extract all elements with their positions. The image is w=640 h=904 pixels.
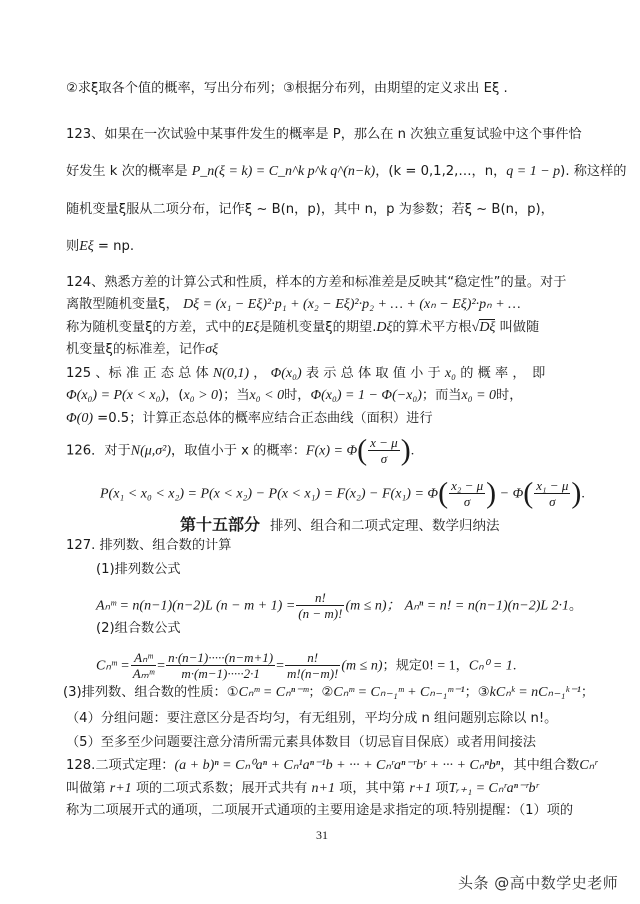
denominator: m·(m−1)·····2·1: [181, 666, 260, 681]
text: 表 示 总 体 取 值 小 于: [305, 366, 441, 381]
text-line-123a: 123、如果在一次试验中某事件发生的概率是 P，那么在 n 次独立重复试验中这个事件恰: [66, 127, 582, 142]
text: ；规定: [382, 658, 423, 674]
formula: Aₙⁿ = n! = n(n−1)(n−2)L 2·1: [404, 598, 569, 614]
numerator: x − μ: [370, 435, 398, 450]
text-line-124b: [66, 296, 521, 314]
text: 则: [66, 239, 80, 254]
formula: Cₙᵐ = Cₙⁿ⁻ᵐ: [238, 685, 309, 700]
numerator: x₁ − μ: [536, 478, 569, 493]
text: = np.: [93, 239, 135, 254]
text: =0.5；计算正态总体的概率应结合正态曲线（面积）进行: [92, 411, 433, 426]
text: 的 概 率 ， 即: [460, 366, 546, 381]
formula: Aₙᵐ = n(n−1)(n−2)L (n − m + 1) =: [96, 598, 296, 614]
paren: ): [486, 476, 497, 510]
text-line-124a: 124、熟悉方差的计算公式和性质，样本的方差和标准差是反映其“稳定性”的量。对于: [66, 275, 567, 290]
paren: ): [400, 433, 411, 467]
text-line-126a: 126．对于N(μ,σ²)，取值小于 x 的概率：F(x) = Φ( $\frac{x - \mu}{\sigma}$ ).: [66, 433, 415, 467]
denominator: Aₘᵐ: [132, 666, 155, 681]
fraction: [131, 650, 156, 681]
formula: (m ≤ n)；: [345, 598, 401, 614]
formula: Cₙ⁰ = 1: [468, 658, 513, 674]
section-heading: [180, 512, 500, 535]
text: )；当: [218, 388, 250, 403]
paren: ): [571, 476, 582, 510]
text: 126．对于: [66, 443, 131, 459]
fraction: [285, 650, 340, 681]
formula: kCₙᵏ = nCₙ₋₁ᵏ⁻¹: [489, 685, 581, 700]
denominator: σ: [380, 451, 388, 466]
formula: Φ(x₀): [270, 366, 302, 381]
text-line-126b: P(x₁ < x₀ < x₂) = P(x < x₂) − P(x < x₁) = F(x₂) − F(x₁) = Φ( $\frac{\text{x₂ − μ}}{\sigma}$ ) − Φ( $\frac{\text{x₁ − μ}}{\sigma}$ ).: [100, 476, 585, 510]
text: 125 、标 准 正 态 总 体: [66, 366, 209, 381]
text: 叫做第: [66, 781, 106, 796]
text: ；: [580, 685, 595, 700]
fraction: [449, 478, 485, 509]
text: ；而当: [421, 388, 462, 403]
text-line-127-1: (1)排列数公式: [96, 562, 181, 577]
text-line-127-2: (2)组合数公式: [96, 621, 181, 636]
text-line-127-3: [63, 684, 594, 702]
text: ；③: [464, 685, 490, 700]
formula: Cₙᵐ = Cₙ₋₁ᵐ + Cₙ₋₁ᵐ⁻¹: [333, 685, 465, 700]
text: 机变量ξ的标准差，记作: [66, 342, 206, 357]
formula: x₀ > 0: [183, 388, 219, 403]
formula: r+1: [409, 781, 432, 796]
formula: Φ(0): [66, 411, 93, 426]
formula: Dξ: [376, 320, 393, 335]
text-line-127-2-formula: Cₙᵐ = $\frac{\text{Aₙᵐ}}{\text{Aₘᵐ}}$ = $\frac{n\cdot(n-1)\cdot\cdot\cdot\cdot\cdot(n-m+1)}{m\cdot(m-1)\cdot\cdot\cdot\cdot\cdot 2\cdot 1}$ = $\frac{n!}{m!(n-m)!}$ (m ≤ n)；规定0! = 1，Cₙ⁰ = 1.: [96, 650, 517, 681]
text: 128.二项式定理：: [66, 758, 175, 773]
text-line-128c: 称为二项展开式的通项，二项展开式通项的主要用途是求指定的项.特别提醒：（1）项的: [66, 803, 574, 818]
formula: N(0,1): [212, 366, 250, 381]
section-title: 排列、组合和二项式定理、数学归纳法: [270, 518, 500, 534]
fraction: [534, 478, 570, 509]
text: ；②: [308, 685, 334, 700]
text: ，(k = 0,1,2,…，n，: [375, 164, 507, 179]
sqrt-formula: Dξ: [479, 320, 496, 335]
denominator: σ: [463, 494, 471, 509]
fraction: [166, 650, 275, 681]
text-line-124c: [66, 319, 539, 337]
denominator: (n − m)!: [298, 606, 343, 621]
text-line-127-4: （4）分组问题：要注意区分是否均匀，有无组别，平均分成 n 组问题别忘除以 n!。: [66, 711, 558, 726]
text: 项的二项式系数；展开式共有: [135, 781, 308, 796]
text-line-128a: [66, 757, 597, 775]
formula: x₀: [444, 366, 457, 381]
text-line-125c: [66, 410, 433, 428]
text: (3)排列数、组合数的性质：①: [63, 685, 239, 700]
text: 离散型随机变量ξ，: [66, 297, 179, 312]
fraction: [296, 590, 344, 621]
text: 叫做随: [499, 320, 540, 335]
formula: Cₙʳ: [579, 758, 598, 773]
formula: r+1: [109, 781, 132, 796]
text: 时，: [496, 388, 523, 403]
text-line-128b: [66, 780, 539, 798]
text-line-125b: [66, 387, 522, 405]
formula: P(x₁ < x₀ < x₂) = P(x < x₂) − P(x < x₁) = F(x₂) − F(x₁) = Φ: [100, 486, 439, 502]
text: ，其中组合数: [500, 758, 580, 773]
formula: x₀ < 0: [249, 388, 285, 403]
text-line-127-5: （5）至多至少问题要注意分清所需元素具体数目（切忌盲目保底）或者用间接法: [66, 735, 536, 750]
variance-formula: Dξ = (x₁ − Eξ)²·p₁ + (x₂ − Eξ)²·p₂ + … + (xₙ − Eξ)²·pₙ + …: [183, 297, 521, 312]
numerator: n!: [285, 650, 340, 666]
formula: (m ≤ n): [341, 658, 383, 674]
text-line-step: ②求ξ取各个值的概率，写出分布列；③根据分布列，由期望的定义求出 Eξ .: [66, 81, 508, 96]
general-term-formula: Tᵣ₊₁ = Cₙʳaⁿ⁻ʳbʳ: [448, 781, 539, 796]
formula: N(μ,σ²): [130, 443, 172, 459]
text: 好发生 k 次的概率是: [66, 164, 188, 179]
text-line-127: 127. 排列数、组合数的计算: [66, 538, 232, 553]
binomial-formula: P_n(ξ = k) = C_n^k p^k q^(n−k): [191, 164, 376, 179]
page-number: 31: [316, 828, 328, 842]
text: ，取值小于 x 的概率：: [171, 443, 306, 459]
formula: Eξ: [244, 320, 260, 335]
text: ，(: [165, 388, 184, 403]
sqrt-symbol: √: [471, 320, 480, 335]
fraction: [368, 435, 400, 466]
formula: n+1: [311, 781, 335, 796]
text: .: [512, 658, 517, 674]
denominator: m!(n−m)!: [287, 666, 339, 681]
text: 。: [568, 598, 583, 614]
binomial-theorem-formula: (a + b)ⁿ = Cₙ⁰aⁿ + Cₙ¹aⁿ⁻¹b + ··· + Cₙʳaⁿ⁻ʳbʳ + ··· + Cₙⁿbⁿ: [174, 758, 501, 773]
text: 称为随机变量ξ的方差，式中的: [66, 320, 245, 335]
paren: (: [357, 433, 368, 467]
text: 是随机变量ξ的期望.: [259, 320, 377, 335]
formula: σξ: [205, 342, 219, 357]
paren: (: [438, 476, 449, 510]
text-line-125a: [66, 365, 545, 383]
text: ，: [455, 658, 469, 674]
denominator: σ: [549, 494, 556, 509]
formula: x₀ = 0: [461, 388, 497, 403]
text: 项: [435, 781, 449, 796]
text: 时，: [284, 388, 311, 403]
text: ，: [253, 366, 267, 381]
formula: Φ(x₀) = 1 − Φ(−x₀): [310, 388, 422, 403]
formula: 0! = 1: [422, 658, 456, 674]
numerator: n·(n−1)·····(n−m+1): [168, 650, 274, 665]
formula: F(x) = Φ: [305, 443, 358, 459]
numerator: x₂ − μ: [451, 478, 484, 493]
text: 的算术平方根: [392, 320, 472, 335]
q-formula: q = 1 − p: [506, 164, 561, 179]
text: ). 称这样的: [560, 164, 627, 179]
formula: − Φ: [496, 486, 524, 502]
numerator: Aₙᵐ: [131, 650, 156, 666]
section-number: 第十五部分: [180, 515, 261, 534]
text-line-124d: [66, 341, 218, 359]
paren: (: [523, 476, 534, 510]
formula: Φ(x₀) = P(x < x₀): [66, 388, 166, 403]
numerator: n!: [296, 590, 344, 606]
watermark: 头条 @高中数学史老师: [458, 874, 619, 892]
formula: Cₙᵐ =: [96, 658, 130, 674]
text-line-123d: [66, 238, 134, 256]
text: 项，其中第: [339, 781, 406, 796]
text-line-123b: [66, 163, 626, 181]
text-line-127-1-formula: [96, 590, 582, 621]
expectation-formula: Eξ: [79, 239, 94, 254]
text-line-123c: 随机变量ξ服从二项分布，记作ξ ~ B(n，p)，其中 n，p 为参数；若ξ ~ B(n，p)，: [66, 202, 554, 217]
